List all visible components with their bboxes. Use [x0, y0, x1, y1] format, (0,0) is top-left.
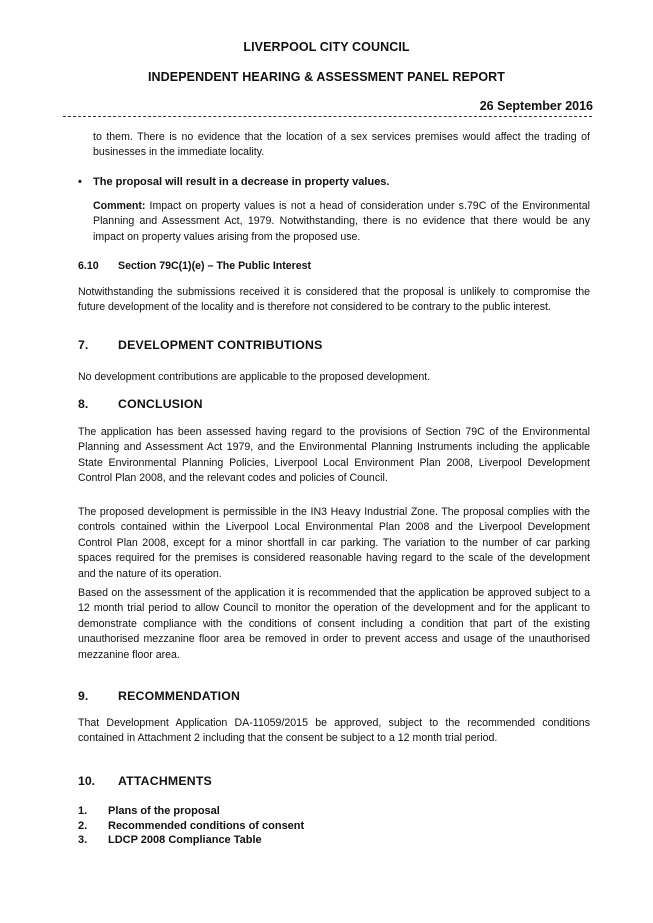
section-number: 7. — [78, 338, 89, 352]
section-number: 10. — [78, 774, 96, 788]
attachment-number: 1. — [78, 805, 88, 817]
section-number: 9. — [78, 689, 89, 703]
conclusion-paragraph-3: Based on the assessment of the application it is recommended that the application be approved subject to a 12 month trial period to allow Council to monitor the operation of the development and for the applicant to demonstrate compliance with the conditions of consent including a condition that part of the existing unauthorised mezzanine floor area be removed in order to prevent access and usage of the unauthorised mezzanine floor area. — [78, 587, 590, 661]
contributions-paragraph: No development contributions are applicable to the proposed development. — [78, 371, 431, 383]
attachment-number: 2. — [78, 820, 88, 832]
report-title: INDEPENDENT HEARING & ASSESSMENT PANEL REPORT — [147, 70, 506, 84]
objection-title: The proposal will result in a decrease in property values. — [93, 176, 390, 188]
subsection-number: 6.10 — [78, 260, 99, 272]
bullet-icon: • — [78, 176, 82, 188]
comment-text: Impact on property values is not a head of consideration under s.79C of the Environmental Planning and Assessment Act, 1979. Notwithstanding, there is no evidence that there would be any impact on property values arising from the proposed use. — [93, 200, 590, 243]
conclusion-paragraph-1: The application has been assessed having regard to the provisions of Section 79C of the Environmental Planning and Assessment Act 1979, and the Environmental Planning Instruments including the applicable State Environmental Planning Policies, Liverpool Local Environment Plan 2008, Liverpool Development Control Plan 2008, and the relevant codes and policies of Council. — [78, 426, 590, 485]
section-title-attachments: ATTACHMENTS — [118, 774, 212, 788]
conclusion-paragraph-2: The proposed development is permissible in the IN3 Heavy Industrial Zone. The proposal complies with the controls contained within the Liverpool Local Environmental Plan 2008 and the Liverpool Development Control Plan 2008, except for a minor shortfall in car parking. The variation to the number of car parking spaces required for the premises is considered reasonable having regard to the scale of the development and the nature of its operation. — [78, 506, 590, 580]
subsection-title: Section 79C(1)(e) – The Public Interest — [118, 260, 312, 272]
recommendation-paragraph: That Development Application DA-11059/2015 be approved, subject to the recommended conditions contained in Attachment 2 including that the consent be subject to a 12 month trial period. — [78, 717, 590, 745]
section-number: 8. — [78, 397, 89, 411]
attachment-item: Recommended conditions of consent — [108, 820, 305, 832]
section-title-recommendation: RECOMMENDATION — [118, 689, 241, 703]
public-interest-paragraph: Notwithstanding the submissions received it is considered that the proposal is unlikely to compromise the future development of the locality and is therefore not considered to be contrary to the public interest. — [78, 286, 590, 314]
header-divider — [63, 116, 592, 117]
comment-paragraph — [93, 199, 590, 245]
attachment-item: LDCP 2008 Compliance Table — [108, 834, 262, 846]
attachment-number: 3. — [78, 834, 88, 846]
comment-label: Comment: — [93, 200, 146, 212]
attachment-item: Plans of the proposal — [108, 805, 220, 817]
section-title-conclusion: CONCLUSION — [118, 397, 203, 411]
council-name: LIVERPOOL CITY COUNCIL — [243, 40, 410, 54]
section-title-contributions: DEVELOPMENT CONTRIBUTIONS — [118, 338, 323, 352]
continuation-paragraph: to them. There is no evidence that the location of a sex services premises would affect the trading of businesses in the immediate locality. — [93, 131, 590, 159]
report-date: 26 September 2016 — [479, 99, 593, 113]
